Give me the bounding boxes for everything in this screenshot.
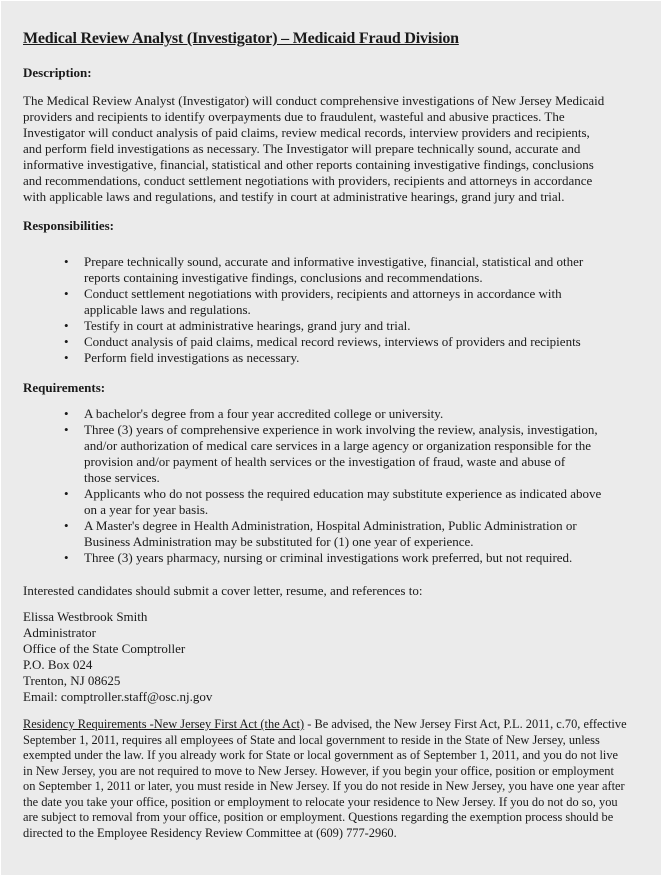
residency-line: exempted under the law. If you already work for State or local government as of September 1, 2011, and you do not live [23,748,619,762]
list-item-line: • Three (3) years of comprehensive experience in work involving the review, analysis, investigation, [84,422,598,437]
residency-line: are subject to removal from your office, position or employment. Questions regarding the exemption process should be [23,810,614,824]
submit-instructions: Interested candidates should submit a cover letter, resume, and references to: [23,583,423,598]
description-line: informative investigative, financial, statistical and other reports containing investigative findings, conclusions [23,157,594,172]
list-item-line: • Perform field investigations as necessary. [84,350,300,365]
list-item [61,334,651,350]
residency-line: the date you take your office, position or employment to relocate your residence to New Jersey. If you do not do so, you [23,794,618,809]
requirements-list [61,406,651,566]
residency-line: on September 1, 2011 or later, you must reside in New Jersey. If you do not reside in New Jersey, you have one year after [23,779,625,793]
description-line: providers and recipients to identify overpayments due to fraudulent, wasteful and abusive practices. The [23,109,565,124]
list-item-line: Business Administration may be substituted for (1) one year of experience. [84,534,474,549]
list-item-line: • Prepare technically sound, accurate and informative investigative, financial, statistical and other [84,254,584,269]
requirements-heading: Requirements: [23,380,106,395]
list-item-line: • Applicants who do not possess the required education may substitute experience as indicated above [84,486,602,501]
contact-po-box: P.O. Box 024 [23,657,93,672]
contact-name: Elissa Westbrook Smith [23,609,148,624]
residency-link[interactable]: Residency Requirements -New Jersey First Act (the Act) [23,717,305,731]
description-heading: Description: [23,65,92,80]
residency-line: in New Jersey, you are not required to move to New Jersey. However, if you begin your office, position or employment [23,763,614,778]
contact-office: Office of the State Comptroller [23,641,186,656]
list-item [61,518,651,550]
list-item [61,286,651,318]
contact-city: Trenton, NJ 08625 [23,673,121,688]
description-line: Investigator will conduct analysis of paid claims, review medical records, interview providers and recipients, [23,125,590,140]
description-line: and recommendations, conduct settlement negotiations with providers, recipients and attorneys in accordance [23,173,593,188]
contact-role: Administrator [23,625,96,640]
list-item [61,550,651,566]
list-item [61,422,651,486]
description-line: with applicable laws and regulations, and testify in court at administrative hearings, grand jury and trial. [23,189,565,204]
list-item-line: • Three (3) years pharmacy, nursing or criminal investigations work preferred, but not required. [84,550,573,565]
list-item [61,318,651,334]
list-item-line: • A bachelor's degree from a four year accredited college or university. [84,406,444,421]
residency-paragraph [23,717,653,841]
residency-line: September 1, 2011, requires all employees of State and local government to reside in the State of New Jersey, unless [23,732,600,747]
list-item-line: • A Master's degree in Health Administration, Hospital Administration, Public Administration or [84,518,577,533]
description-line: and perform field investigations as necessary. The Investigator will prepare technically sound, accurate and [23,141,581,156]
list-item-line: applicable laws and regulations. [84,302,251,317]
page-title: Medical Review Analyst (Investigator) – Medicaid Fraud Division [23,30,459,47]
list-item-line: provision and/or payment of health services or the investigation of fraud, waste and abuse of [84,454,566,469]
list-item-line: on a year for year basis. [84,502,209,517]
description-line: The Medical Review Analyst (Investigator) will conduct comprehensive investigations of New Jersey Medicaid [23,93,605,108]
list-item [61,254,651,286]
contact-address [23,609,653,705]
list-item-line: • Conduct analysis of paid claims, medical record reviews, interviews of providers and recipients [84,334,581,349]
list-item-line: • Conduct settlement negotiations with providers, recipients and attorneys in accordance with [84,286,562,301]
list-item-line: and/or authorization of medical care services in a large agency or organization responsible for the [84,438,592,453]
list-item-line: • Testify in court at administrative hearings, grand jury and trial. [84,318,411,333]
list-item [61,406,651,422]
responsibilities-list [61,254,651,366]
responsibilities-heading: Responsibilities: [23,218,115,233]
contact-email[interactable]: Email: comptroller.staff@osc.nj.gov [23,689,213,704]
list-item [61,350,651,366]
description-paragraph [23,93,653,205]
list-item-line: those services. [84,470,160,485]
document-page [1,1,661,875]
list-item [61,486,651,518]
residency-text: - Be advised, the New Jersey First Act, P.L. 2011, c.70, effective [304,717,627,731]
residency-line: directed to the Employee Residency Review Committee at (609) 777-2960. [23,825,397,840]
list-item-line: reports containing investigative findings, conclusions and recommendations. [84,270,483,285]
